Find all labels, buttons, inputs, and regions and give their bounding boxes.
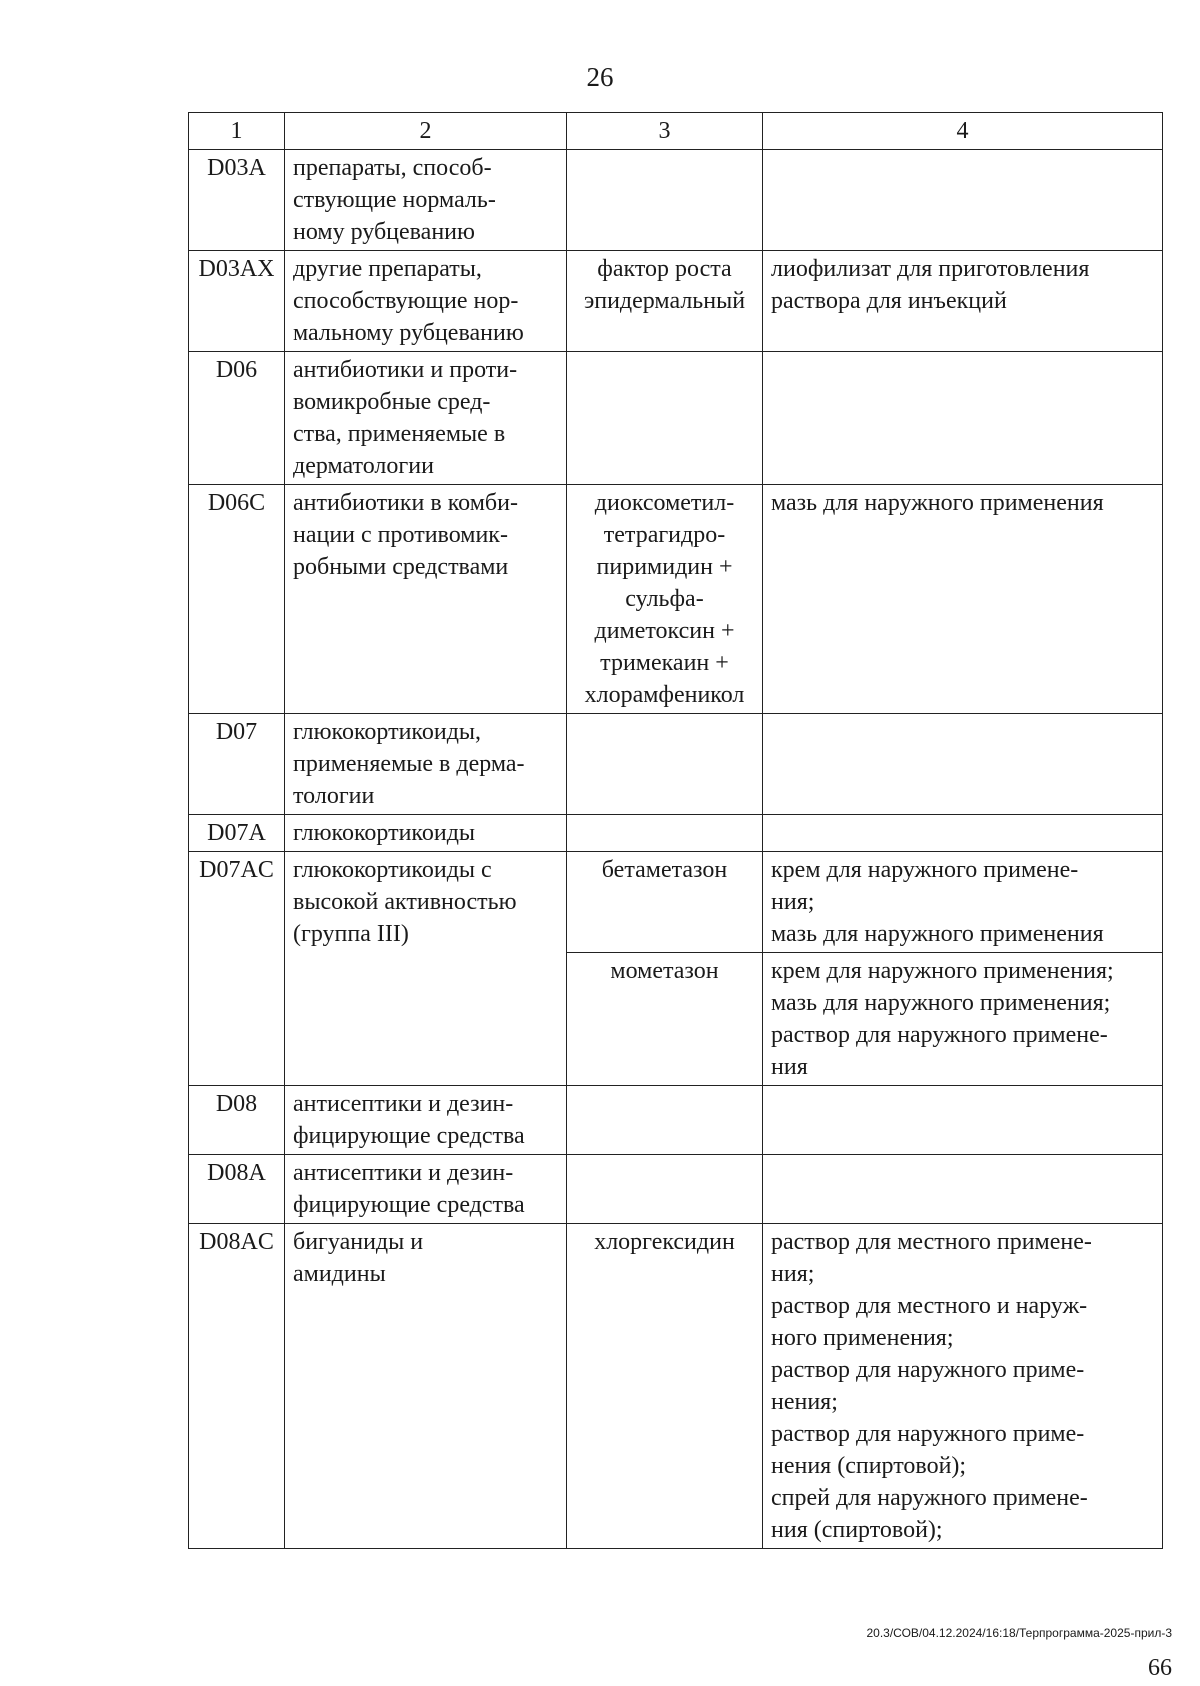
group-name-cell	[285, 1224, 567, 1549]
cell-line: способствующие нор-	[293, 288, 519, 314]
drug-name-cell	[567, 352, 763, 485]
cell-line: мазь для наружного применения;	[771, 990, 1111, 1016]
table-body	[189, 150, 1163, 1549]
cell-line: тологии	[293, 783, 375, 809]
cell-line: спрей для наружного примене-	[771, 1485, 1088, 1511]
cell-line: раствор для местного и наруж-	[771, 1293, 1088, 1319]
group-name-cell	[285, 714, 567, 815]
atc-code-cell: D06C	[189, 485, 285, 714]
cell-line: фицирующие средства	[293, 1192, 525, 1218]
group-name-cell	[285, 352, 567, 485]
footer-page-number: 66	[1148, 1655, 1172, 1681]
atc-code-cell: D07AC	[189, 852, 285, 1086]
drug-name-cell	[567, 251, 763, 352]
drug-name-cell	[567, 852, 763, 953]
cell-line: ния	[771, 1054, 808, 1080]
dosage-form-cell	[763, 150, 1163, 251]
cell-line: антисептики и дезин-	[293, 1091, 514, 1117]
table-row	[189, 352, 1163, 485]
cell-line: ния (спиртовой);	[771, 1517, 943, 1543]
cell-line: крем для наружного применения;	[771, 958, 1114, 984]
table-row	[189, 714, 1163, 815]
cell-line: ствующие нормаль-	[293, 187, 496, 213]
cell-line: глюкокортикоиды с	[293, 857, 492, 883]
cell-line: ния;	[771, 889, 815, 915]
group-name-cell	[285, 852, 567, 1086]
cell-line: мазь для наружного применения	[771, 490, 1104, 516]
atc-code-cell: D08AC	[189, 1224, 285, 1549]
cell-line: фактор роста	[597, 256, 732, 282]
drug-table	[188, 112, 1163, 1549]
cell-line: мальному рубцеванию	[293, 320, 524, 346]
group-name-cell	[285, 1086, 567, 1155]
drug-name-cell	[567, 150, 763, 251]
drug-name-cell	[567, 1224, 763, 1549]
atc-code-cell: D08	[189, 1086, 285, 1155]
atc-code-cell: D08A	[189, 1155, 285, 1224]
cell-line: раствор для наружного приме-	[771, 1357, 1085, 1383]
cell-line: антисептики и дезин-	[293, 1160, 514, 1186]
cell-line: ного применения;	[771, 1325, 954, 1351]
cell-line: крем для наружного примене-	[771, 857, 1079, 883]
table-row	[189, 1086, 1163, 1155]
cell-line: глюкокортикоиды	[293, 820, 476, 846]
cell-line: бетаметазон	[601, 857, 728, 883]
dosage-form-cell	[763, 251, 1163, 352]
cell-line: ства, применяемые в	[293, 421, 506, 447]
cell-line: раствора для инъекций	[771, 288, 1007, 314]
column-header: 1	[189, 113, 285, 150]
cell-line: тримекаин +	[600, 650, 729, 676]
cell-line: препараты, способ-	[293, 155, 492, 181]
cell-line: пиримидин +	[596, 554, 733, 580]
cell-line: фицирующие средства	[293, 1123, 525, 1149]
cell-line: мазь для наружного применения	[771, 921, 1104, 947]
dosage-form-cell	[763, 1086, 1163, 1155]
group-name-cell	[285, 485, 567, 714]
column-header: 3	[567, 113, 763, 150]
atc-code-cell: D06	[189, 352, 285, 485]
column-header: 2	[285, 113, 567, 150]
cell-line: амидины	[293, 1261, 386, 1287]
document-stamp: 20.3/СОВ/04.12.2024/16:18/Терпрограмма-2025-прил-3	[866, 1626, 1172, 1640]
cell-line: лиофилизат для приготовления	[771, 256, 1090, 282]
table-row	[189, 485, 1163, 714]
cell-line: мометазон	[610, 958, 719, 984]
group-name-cell	[285, 150, 567, 251]
dosage-form-cell	[763, 815, 1163, 852]
cell-line: диметоксин +	[594, 618, 735, 644]
cell-line: раствор для местного примене-	[771, 1229, 1092, 1255]
dosage-form-cell	[763, 714, 1163, 815]
cell-line: (группа III)	[293, 921, 409, 947]
drug-name-cell	[567, 714, 763, 815]
cell-line: антибиотики в комби-	[293, 490, 518, 516]
drug-name-cell	[567, 815, 763, 852]
page-number: 26	[586, 62, 614, 92]
atc-code-cell: D07A	[189, 815, 285, 852]
cell-line: применяемые в дерма-	[293, 751, 525, 777]
dosage-form-cell	[763, 953, 1163, 1086]
cell-line: нения (спиртовой);	[771, 1453, 967, 1479]
column-header: 4	[763, 113, 1163, 150]
atc-code-cell: D03A	[189, 150, 285, 251]
group-name-cell	[285, 815, 567, 852]
drug-name-cell	[567, 1086, 763, 1155]
dosage-form-cell	[763, 852, 1163, 953]
cell-line: нации с противомик-	[293, 522, 508, 548]
cell-line: антибиотики и проти-	[293, 357, 518, 383]
dosage-form-cell	[763, 1224, 1163, 1549]
cell-line: раствор для наружного приме-	[771, 1421, 1085, 1447]
group-name-cell	[285, 1155, 567, 1224]
cell-line: глюкокортикоиды,	[293, 719, 482, 745]
cell-line: ния;	[771, 1261, 815, 1287]
drug-name-cell	[567, 953, 763, 1086]
atc-code-cell: D07	[189, 714, 285, 815]
table-row	[189, 852, 1163, 953]
cell-line: бигуаниды и	[293, 1229, 424, 1255]
cell-line: нения;	[771, 1389, 838, 1415]
dosage-form-cell	[763, 1155, 1163, 1224]
cell-line: тетрагидро-	[603, 522, 726, 548]
dosage-form-cell	[763, 352, 1163, 485]
cell-line: ному рубцеванию	[293, 219, 475, 245]
table-row	[189, 815, 1163, 852]
table-row	[189, 1155, 1163, 1224]
dosage-form-cell	[763, 485, 1163, 714]
cell-line: высокой активностью	[293, 889, 517, 915]
cell-line: хлорамфеникол	[584, 682, 745, 708]
cell-line: робными средствами	[293, 554, 509, 580]
table-header-row	[189, 113, 1163, 150]
drug-name-cell	[567, 1155, 763, 1224]
cell-line: дерматологии	[293, 453, 434, 479]
cell-line: хлоргексидин	[594, 1229, 735, 1255]
cell-line: эпидермальный	[583, 288, 746, 314]
group-name-cell	[285, 251, 567, 352]
atc-code-cell: D03AX	[189, 251, 285, 352]
drug-name-cell	[567, 485, 763, 714]
cell-line: диоксометил-	[594, 490, 735, 516]
table-row	[189, 1224, 1163, 1549]
cell-line: сульфа-	[625, 586, 704, 612]
table-row	[189, 150, 1163, 251]
table-row	[189, 251, 1163, 352]
cell-line: вомикробные сред-	[293, 389, 491, 415]
cell-line: раствор для наружного примене-	[771, 1022, 1108, 1048]
cell-line: другие препараты,	[293, 256, 482, 282]
